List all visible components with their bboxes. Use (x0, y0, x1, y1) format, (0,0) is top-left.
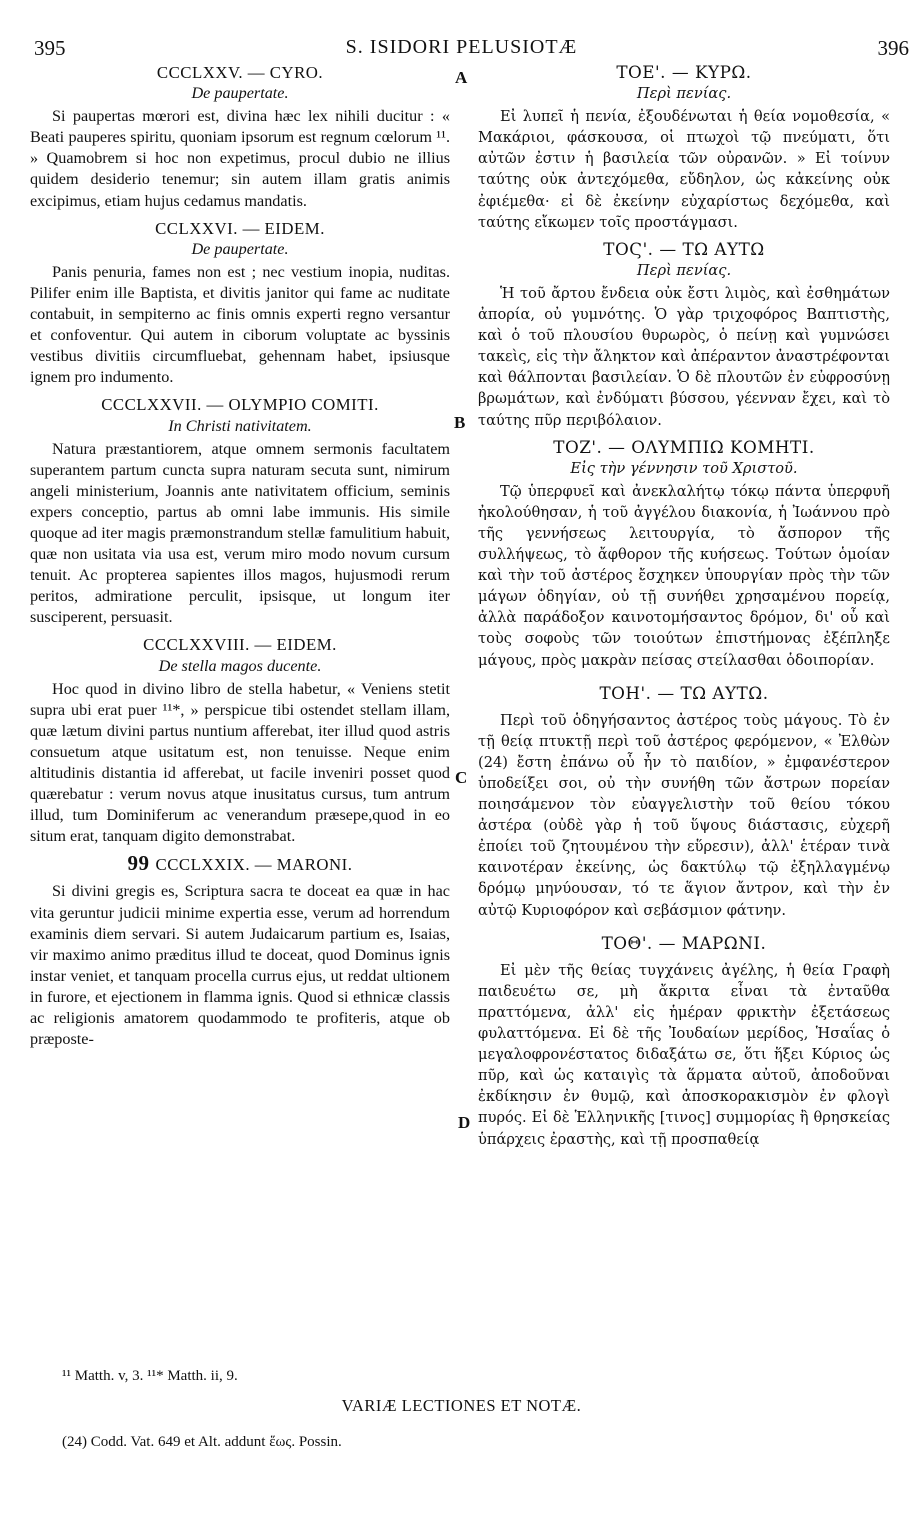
greek-letter-379 (478, 933, 890, 1150)
greek-letter-375 (478, 62, 890, 233)
greek-text-378: Περὶ τοῦ ὁδηγήσαντος ἀστέρος τοὺς μάγους. Τὸ ἐν τῇ θείᾳ πτυκτῇ περὶ τοῦ ἀστέρος φερόμενον, « Ἐλθὼν (24) ἔστη ἐπάνω οὗ ἦν τὸ παιδίον, » ἐμφανέστερον ὑποδείξει σοι, οὐ τὴν συνήθη τῶν ἄστρων πορείαν ποιησάμενον τὸν εὐαγγελιστὴν τοῦ θείου τόκου ἀστέρα (οὐδὲ γὰρ ἡ τοῦ ὕψους διάστασις, εὐχερῆ ἐποίει τοῦ ζητουμένου τὴν εὕρεσιν), ἀλλ' ἑτέραν τινὰ καινοτέραν ἐκείνης, ὡς δακτύλῳ τῷ ἐξηλλαγμένῳ δρόμῳ μηνύουσαν, τό τε ἅγιον ἄντρον, καὶ τὴν ἐν αὐτῷ Κυριοφόρον καὶ σεβάσμιον φάτνην. (478, 711, 890, 919)
greek-subtitle-376: Περὶ πενίας. (636, 261, 732, 279)
latin-letter-377 (30, 394, 450, 628)
greek-heading-377: ΤΟΖ'. — ΟΛΥΜΠΙΩ ΚΟΜΗΤΙ. (553, 436, 815, 457)
latin-subtitle-375: De paupertate. (191, 84, 289, 103)
latin-letter-378 (30, 634, 450, 847)
latin-heading-379-line (30, 853, 450, 875)
latin-letter-376 (30, 218, 450, 389)
latin-heading-378: CCCLXXVIII. — EIDEM. (143, 635, 337, 655)
footnotes: ¹¹ Matth. v, 3. ¹¹* Matth. ii, 9. (62, 1368, 238, 1384)
greek-text-379: Εἰ μὲν τῆς θείας τυγχάνεις ἀγέλης, ἡ θεία Γραφὴ παιδευέτω σε, μὴ ἄκριτα εἶναι τὰ ἐνταῦθα πραττόμενα, ἀλλ' εἰς ἡμέραν φρικτὴν ἐξετάσεως φυλαττόμενα. Εἰ δὲ τῆς Ἰουδαίων μερίδος, Ἡσαΐας ὁ μεγαλοφρονέστατος διδαξάτω σε, ὅτι ἥξει Κύριος ὡς πῦρ, καὶ ὡς καταιγὶς τὰ ἅρματα αὐτοῦ, ἀποδοῦναι ἐκδίκησιν ἐν θυμῷ, καὶ ἀποσκορακισμὸν ἐν φλογὶ πυρός. Εἰ δὲ Ἑλληνικῆς [τινος] συμμορίας ἢ θρησκείας ὑπάρχεις ἐραστὴς, καὶ τῇ προσπαθείᾳ (478, 961, 890, 1148)
greek-heading-376: ΤΟϚ'. — ΤΩ ΑΥΤΩ (603, 238, 765, 259)
margin-letter-b: B (454, 413, 466, 432)
page-number-left: 395 (34, 36, 66, 60)
margin-letter-d: D (458, 1113, 471, 1132)
latin-column (30, 62, 450, 1050)
running-title: S. ISIDORI PELUSIOTÆ (345, 36, 578, 58)
greek-letter-377 (478, 437, 890, 671)
page-number-right: 396 (877, 36, 909, 60)
latin-heading-375: CCCLXXV. — CYRO. (156, 63, 324, 82)
greek-subtitle-375: Περὶ πενίας. (636, 85, 732, 103)
latin-text-375: Si paupertas mœrori est, divina hæc lex nihili ducitur : « Beati pauperes spiritu, quoniam ipsorum est regnum cœlorum ¹¹. » Quamobrem si hoc non expetimus, procul dubio ne illius quidem desiderio tenemur; sin autem illam gratis animis excipimus, etiam hujus cedamus mandatis. (30, 107, 450, 210)
latin-letter-379 (30, 853, 450, 1050)
greek-text-376: Ἡ τοῦ ἄρτου ἔνδεια οὐκ ἔστι λιμὸς, καὶ ἐσθημάτων ἀπορία, οὐ γυμνότης. Ὁ γὰρ τριχοφόρος Βαπτιστὴς, καὶ ὁ τοῦ πλουσίου θυρωρὸς, ὁ πείνῃ καὶ γυμνώσει τακεὶς, εἰς τὴν ἄληκτον καὶ ἀπέραντον ἀναστρέφονται καὶ θάλπονται βασιλείαν. Ὁ δὲ πλουτῶν ἐν εὐφροσύνῃ βρωμάτων, καὶ ἐνδύματι βύσσου, γέενναν ἔχει, καὶ τὸ ταύτης πῦρ περιβόλαιον. (478, 284, 890, 429)
greek-text-377: Τῷ ὑπερφυεῖ καὶ ἀνεκλαλήτῳ τόκῳ πάντα ὑπερφυῆ ἠκολούθησαν, ἡ τοῦ ἀγγέλου διακονία, ἡ Ἰωάννου πρὸ τῆς γεννήσεως λειτουργία, τὸ ἄσπορον τῆς συλλήψεως, τὸ ἄφθορον τῆς κυήσεως. Τούτων ὁμοίαν καὶ τὴν τοῦ ἀστέρος ἔσχηκεν ὑπουργίαν πρὸς τὴν τῶν μάγων ὁδηγίαν, οὐ τῇ συνήθει χρησαμένου πορείᾳ, ἀλλὰ παράδοξον καινοτομήσαντος δρόμον, δι' οὗ καὶ τοὺς σοφοὺς τῶν τοιούτων ἐπιστήμονας ἐξέπληξε μάγους, πρὸς μακρὰν πείσας στείλασθαι ὁδοιπορίαν. (478, 482, 890, 669)
greek-heading-379: ΤΟΘ'. — ΜΑΡΩΝΙ. (601, 932, 767, 953)
greek-letter-378 (478, 683, 890, 921)
latin-subtitle-378: De stella magos ducente. (158, 656, 322, 675)
latin-subtitle-377: In Christi nativitatem. (168, 416, 312, 435)
latin-heading-377: CCCLXXVII. — OLYMPIO COMITI. (101, 395, 379, 415)
latin-subtitle-376: De paupertate. (191, 239, 289, 258)
latin-letter-375 (30, 62, 450, 212)
latin-text-378: Hoc quod in divino libro de stella habetur, « Veniens stetit supra ubi erat puer ¹¹*, » perspicue tibi ostendet stellam illam, quæ lætum divini partus nuntium afferebat, iter illud quod astris consuetum atque usitatum est, non tenuisse. Neque enim altitudinis distantia id afferebat, ut facile inveniri posset quod quærebatur : verum novus atque inusitatus cursus, tum antrum illud, tum Dominiferum ac venerandum præsepe,quod in eo situm erat, tanquam digito demonstrabat. (30, 679, 450, 846)
latin-text-377: Natura præstantiorem, atque omnem sermonis facultatem superantem partum cuncta supra naturam secuta sunt, nimirum angeli ministerium, Joannis ante nativitatem officium, seminis expers conceptio, partus ab omni labe immunis. His simile quoque ad iter magis præmonstrandum stellæ famulitium habuit, quæ non usitata via usa est, verum miro modo novum cursum tenuit. Ac propterea sapientes illos magos, hujusmodi rerum peritos, admiratione perculit, ipsisque, ut longum iter susciperent, persuasit. (30, 439, 450, 627)
latin-heading-379: CCCLXXIX. — MARONI. (155, 855, 353, 875)
margin-letter-c: C (455, 768, 468, 787)
notes-text: (24) Codd. Vat. 649 et Alt. addunt ἕως. Possin. (62, 1434, 342, 1450)
greek-column (478, 62, 890, 1150)
latin-text-376: Panis penuria, fames non est ; nec vestium inopia, nuditas. Pilifer enim ille Baptista, et divitis janitor qui fame ac nuditate contabuit, in sempiterno ac finis omnis experti regno versantur et confoventur. Qui autem in ciborum voluptate ac byssinis vestibus divitiis circumfluebat, gehennam habet, ipsiusque ignem pro indumento. (30, 262, 450, 387)
greek-text-375: Εἰ λυπεῖ ἡ πενία, ἐξουδένωται ἡ θεία νομοθεσία, « Μακάριοι, φάσκουσα, οἱ πτωχοὶ τῷ πνεύματι, ὅτι αὐτῶν ἐστιν ἡ βασιλεία τῶν οὐρανῶν. » Εἰ τοίνυν ταύτης οὐκ ἀντεχόμεθα, εὔδηλον, ὡς κἀκείνης οὐκ ἐφιέμεθα· εἰ δὲ ἐκείνην εὐχαρίστως δεχόμεθα, καὶ ταύτης εἴκωμεν τοῖς προστάγμασι. (478, 108, 890, 231)
greek-subtitle-377: Εἰς τὴν γέννησιν τοῦ Χριστοῦ. (570, 459, 798, 477)
greek-heading-378: ΤΟΗ'. — ΤΩ ΑΥΤΩ. (599, 682, 769, 703)
latin-heading-376: CCLXXVI. — EIDEM. (155, 218, 325, 238)
latin-text-379: Si divini gregis es, Scriptura sacra te doceat ea quæ in hac vita geruntur judicii minime expertia esse, verum ad horrendum examinis diem servari. Si autem Judaicarum partium es, Isaias, vir maximo animo præditus illud te doceat, quod Dominus ignis instar veniet, et tanquam procella currus ejus, ut reddat ultionem in furore, et ejectionem in flamma ignis. Quod si ethnicæ classis ac religionis amatorem quodammodo te profiteris, atque ob præposte- (30, 882, 450, 1049)
column-number: 99 (127, 851, 150, 876)
greek-letter-376 (478, 239, 890, 431)
greek-heading-375: ΤΟΕ'. — ΚΥΡΩ. (616, 62, 752, 82)
notes-title: VARIÆ LECTIONES ET NOTÆ. (341, 1396, 582, 1415)
margin-letter-a: A (455, 68, 468, 87)
